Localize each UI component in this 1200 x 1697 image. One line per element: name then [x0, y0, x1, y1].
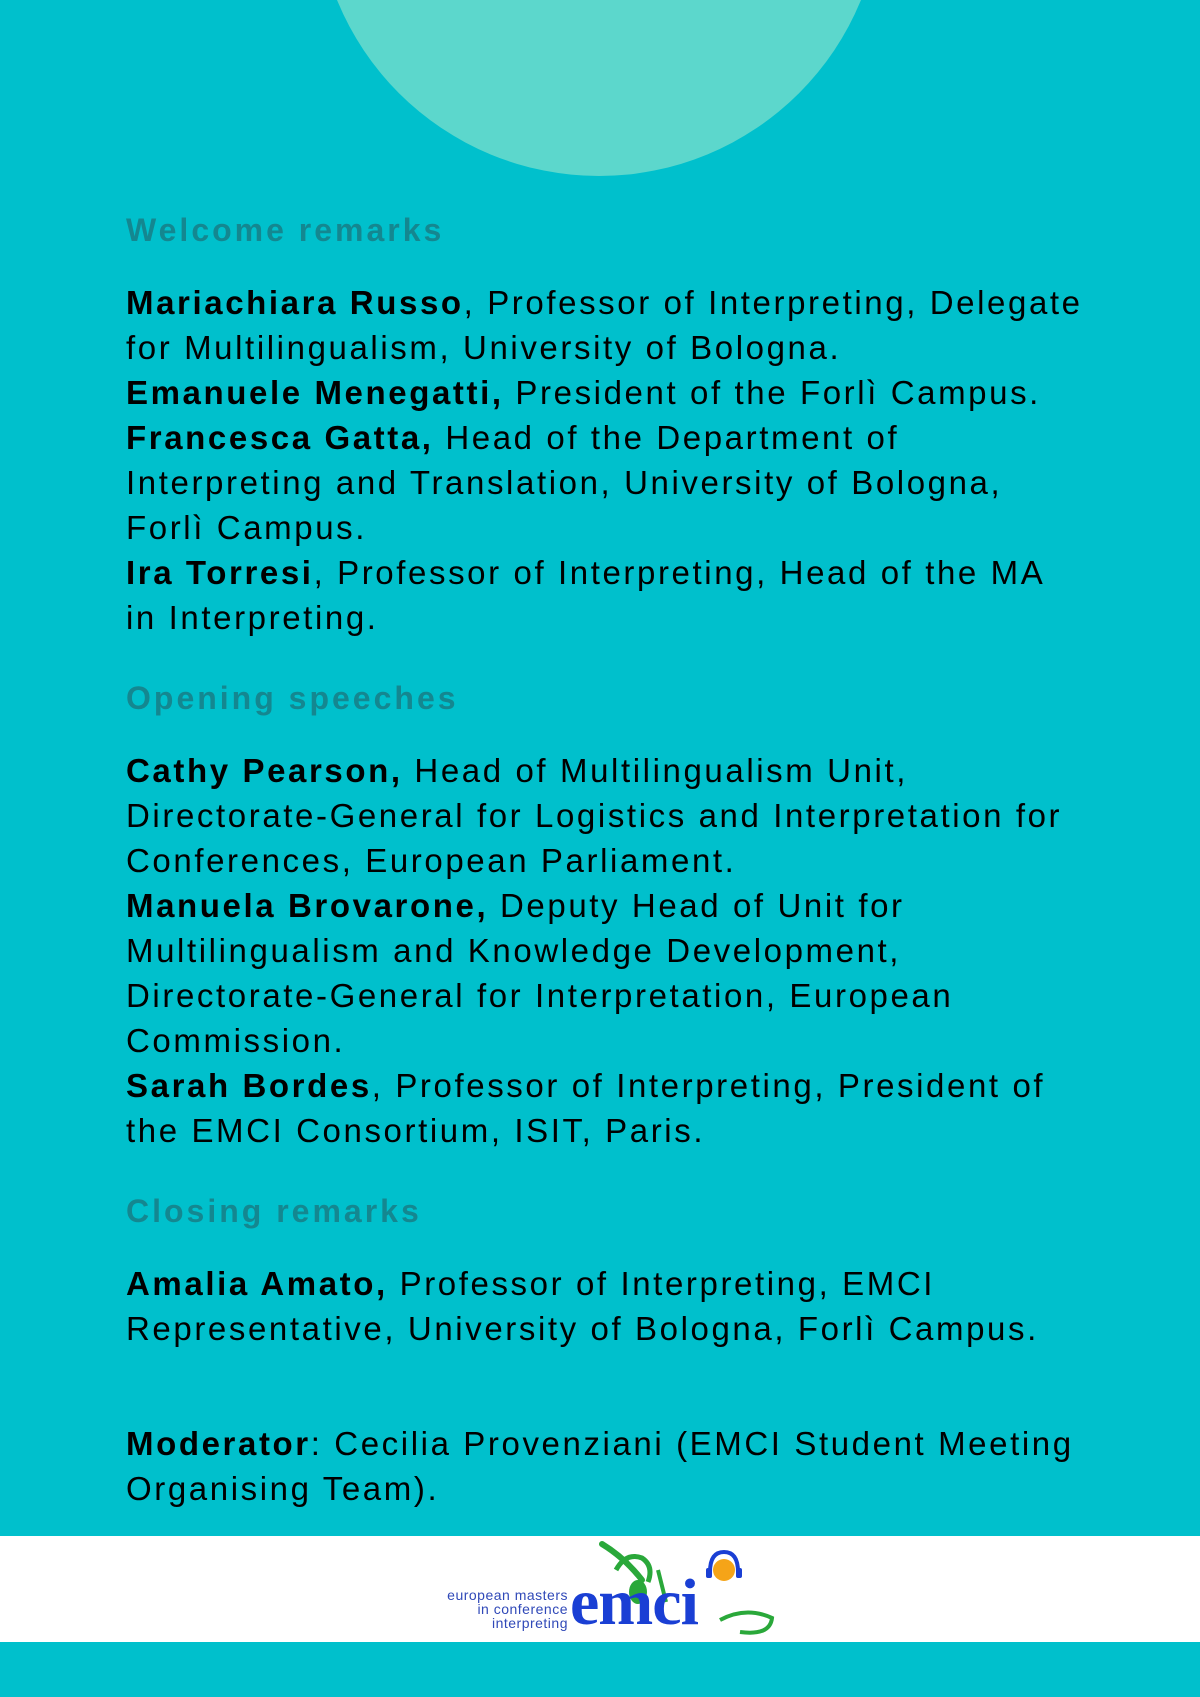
speaker-role: Head of Multilingualism Unit, Directorate-General for Logistics and Interpretation for Conferences, European Parliament.	[126, 752, 1063, 879]
section-welcome-remarks	[126, 210, 1086, 640]
speaker-entry	[126, 1261, 1086, 1351]
speaker-role: , Professor of Interpreting, President of the EMCI Consortium, ISIT, Paris.	[126, 1067, 1046, 1149]
moderator-entry	[126, 1421, 1086, 1511]
speaker-entry	[126, 1063, 1086, 1153]
section-closing-remarks	[126, 1191, 1086, 1351]
speaker-role: Deputy Head of Unit for Multilingualism and Knowledge Development, Directorate-General for Interpretation, European Commission.	[126, 887, 954, 1059]
program-content	[126, 210, 1086, 1511]
speaker-name: Emanuele Menegatti,	[126, 374, 504, 411]
footer-logo-bar	[0, 1536, 1200, 1642]
speaker-name: Sarah Bordes	[126, 1067, 372, 1104]
section-heading: Closing remarks	[126, 1193, 422, 1229]
speaker-role: , Professor of Interpreting, Delegate for Multilingualism, University of Bologna.	[126, 284, 1083, 366]
decorative-circle	[316, 0, 882, 176]
speaker-name: Ira Torresi	[126, 554, 314, 591]
logo-tagline-line: in conference	[477, 1601, 568, 1617]
moderator-label: Moderator	[126, 1425, 311, 1462]
section-opening-speeches	[126, 678, 1086, 1153]
speaker-entry	[126, 280, 1086, 370]
speaker-name: Manuela Brovarone,	[126, 887, 489, 924]
speaker-role: Professor of Interpreting, EMCI Representative, University of Bologna, Forlì Campus.	[126, 1265, 1039, 1347]
speaker-name: Francesca Gatta,	[126, 419, 434, 456]
speaker-role: President of the Forlì Campus.	[503, 374, 1041, 411]
speaker-name: Cathy Pearson,	[126, 752, 403, 789]
logo-tagline-line: european masters	[447, 1587, 568, 1603]
speaker-name: Mariachiara Russo	[126, 284, 464, 321]
speaker-entry	[126, 748, 1086, 883]
section-heading: Opening speeches	[126, 680, 459, 716]
logo-tagline	[447, 1588, 568, 1630]
logo-tagline-line: interpreting	[491, 1615, 568, 1631]
speaker-entry	[126, 883, 1086, 1063]
speaker-role: , Professor of Interpreting, Head of the MA in Interpreting.	[126, 554, 1044, 636]
speaker-name: Amalia Amato,	[126, 1265, 388, 1302]
speaker-entry	[126, 415, 1086, 550]
speaker-entry	[126, 550, 1086, 640]
speaker-role: Head of the Department of Interpreting and Translation, University of Bologna, Forlì Campus.	[126, 419, 1003, 546]
logo-wordmark: emci	[570, 1566, 698, 1639]
moderator-text: : Cecilia Provenziani (EMCI Student Meeting Organising Team).	[126, 1425, 1074, 1507]
emci-logo	[420, 1540, 780, 1640]
section-heading: Welcome remarks	[126, 212, 445, 248]
speaker-entry	[126, 370, 1086, 415]
